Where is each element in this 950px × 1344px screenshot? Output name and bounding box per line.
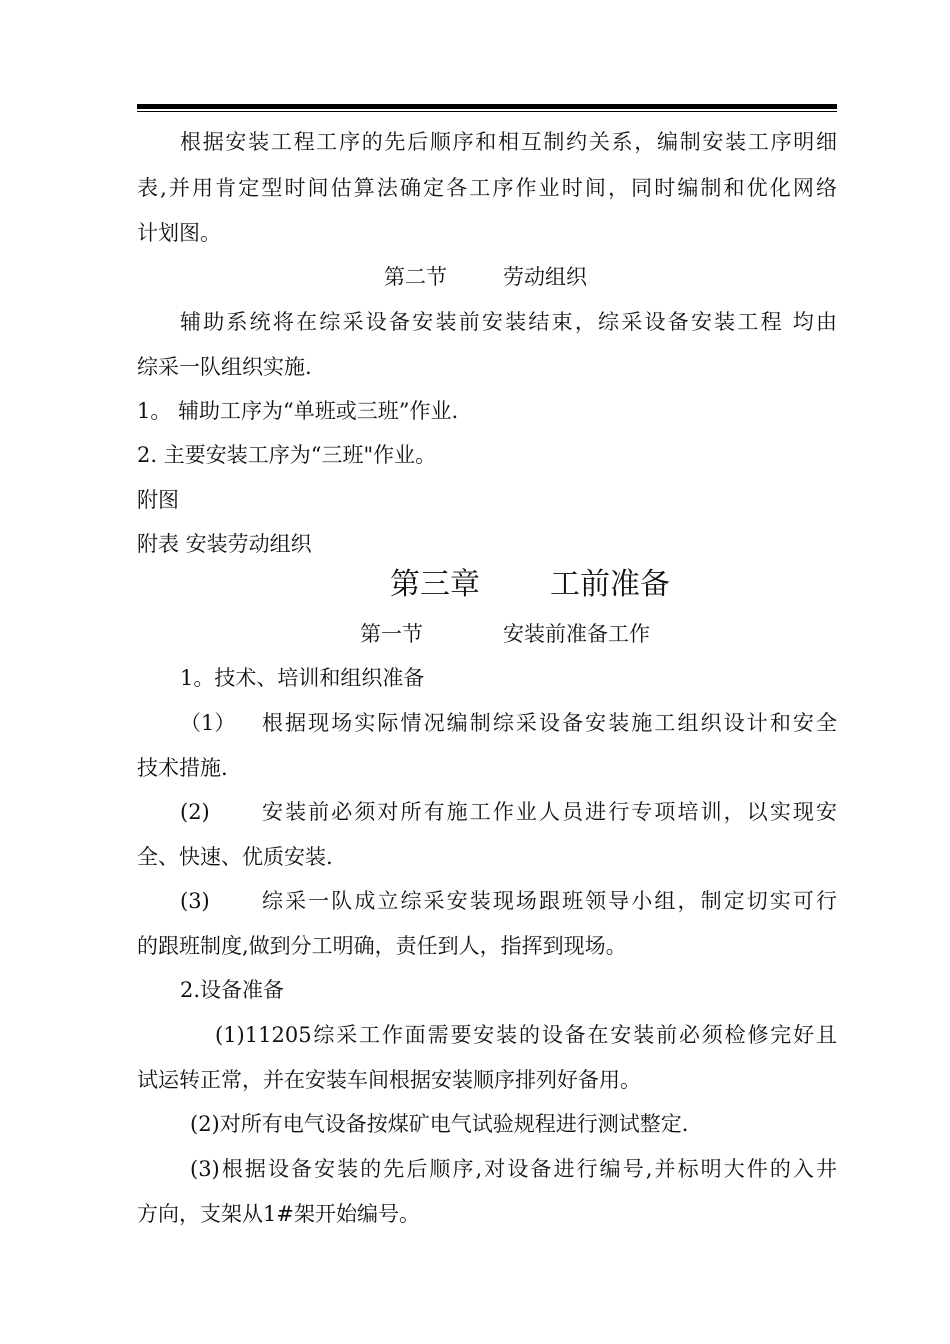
- chapter-number: 第三章: [390, 567, 480, 602]
- paragraph-line: 全、快速、优质安装.: [137, 845, 333, 869]
- paragraph-line: (3)根据设备安装的先后顺序,对设备进行编号,并标明大件的入井: [190, 1157, 837, 1181]
- list-item: (2)对所有电气设备按煤矿电气试验规程进行测试整定.: [190, 1112, 689, 1136]
- section-number: 第二节: [384, 265, 447, 289]
- section-number: 第一节: [360, 622, 423, 646]
- header-rule-thin: [137, 111, 837, 112]
- attachment-figure: 附图: [137, 488, 179, 512]
- paragraph-line: 表,并用肯定型时间估算法确定各工序作业时间，同时编制和优化网络: [137, 176, 837, 200]
- chapter-title: 工前准备: [550, 567, 670, 602]
- paragraph-line: 根据现场实际情况编制综采设备安装施工组织设计和安全: [262, 711, 837, 735]
- section-heading: [384, 263, 587, 291]
- paragraph-line: 综采一队成立综采安装现场跟班领导小组，制定切实可行: [262, 889, 837, 913]
- paragraph-line: 的跟班制度,做到分工明确，责任到人，指挥到现场。: [137, 934, 627, 958]
- section-title: 劳动组织: [503, 265, 587, 289]
- paragraph-line: 计划图。: [137, 221, 221, 245]
- header-rule: [137, 104, 837, 109]
- paragraph-line: 综采一队组织实施.: [137, 355, 312, 379]
- attachment-table: 附表 安装劳动组织: [137, 532, 312, 556]
- paragraph-line: 方向，支架从1#架开始编号。: [137, 1202, 420, 1226]
- paragraph-line: (1)11205综采工作面需要安装的设备在安装前必须检修完好且: [215, 1023, 837, 1047]
- list-item: 2. 主要安装工序为“三班"作业。: [137, 443, 437, 467]
- paragraph-line: 技术措施.: [137, 756, 228, 780]
- section-title: 安装前准备工作: [503, 622, 650, 646]
- paragraph-line: 试运转正常，并在安装车间根据安装顺序排列好备用。: [137, 1068, 641, 1092]
- subheading: 1。技术、培训和组织准备: [180, 666, 425, 690]
- numbered-item-number: (2): [180, 800, 210, 824]
- paragraph-line: 安装前必须对所有施工作业人员进行专项培训，以实现安: [262, 800, 837, 824]
- numbered-item-number: (3): [180, 889, 210, 913]
- paragraph-line: 根据安装工程工序的先后顺序和相互制约关系，编制安装工序明细: [180, 130, 837, 154]
- numbered-item-number: （1）: [180, 711, 236, 735]
- paragraph-line: 辅助系统将在综采设备安装前安装结束，综采设备安装工程 均由: [180, 310, 837, 334]
- chapter-heading: [390, 566, 670, 604]
- section-heading: [360, 620, 650, 648]
- list-item: 1。 辅助工序为“单班或三班”作业.: [137, 399, 459, 423]
- subheading: 2.设备准备: [180, 978, 285, 1002]
